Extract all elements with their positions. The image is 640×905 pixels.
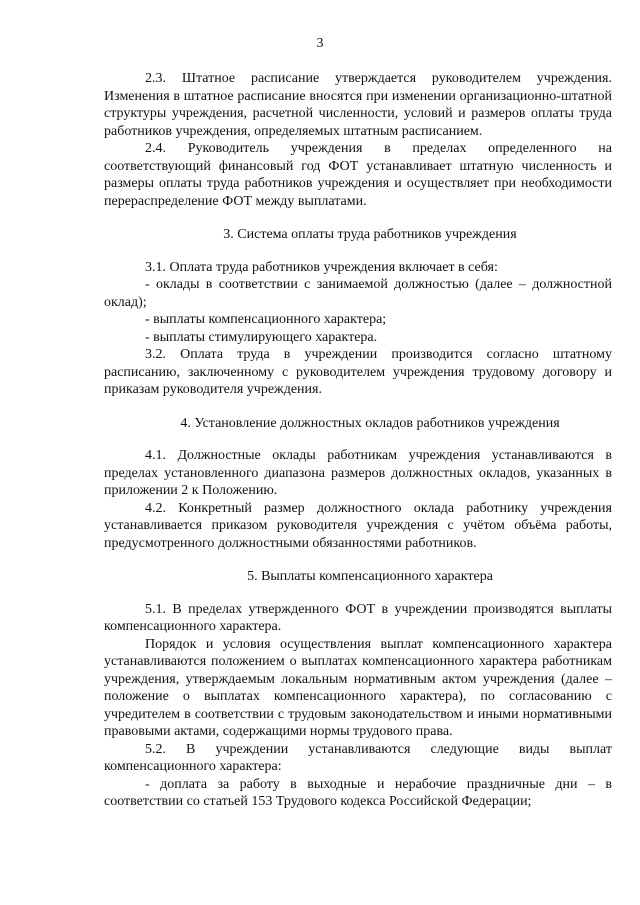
section-heading-5: 5. Выплаты компенсационного характера bbox=[247, 569, 493, 584]
paragraph-5-1-order: Порядок и условия осуществления выплат компенсационного характера устанавливаются положением о выплатах компенсационного характера работникам учреждения, утверждаемым локальным нормативным актом учреждения (далее – положение о выплатах компенсационного характера), по согласованию с учредителем в соответствии с трудовым законодательством и иными нормативными правовыми актами, содержащими нормы трудового права. bbox=[104, 636, 612, 739]
paragraph-3-2: 3.2. Оплата труда в учреждении производится согласно штатному расписанию, заключенному с руководителем учреждения трудовому договору и приказам руководителя учреждения. bbox=[104, 347, 612, 397]
paragraph-4-2: 4.2. Конкретный размер должностного оклада работнику учреждения устанавливается приказом руководителя учреждения с учётом объёма работы, предусмотренного должностными обязанностями работников. bbox=[104, 500, 612, 551]
paragraph-2-4: 2.4. Руководитель учреждения в пределах определенного на соответствующий финансовый год ФОТ устанавливает штатную численность и размеры оплаты труда работников учреждения и осуществляет при необходимости перераспределение ФОТ между выплатами. bbox=[104, 141, 612, 209]
page-number: 3 bbox=[316, 36, 324, 51]
paragraph-5-2: 5.2. В учреждении устанавливаются следующие виды выплат компенсационного характера: bbox=[104, 741, 612, 774]
paragraph-4-1: 4.1. Должностные оклады работникам учреждения устанавливаются в пределах установленного диапазона размеров должностных окладов, указанных в приложении 2 к Положению. bbox=[104, 448, 612, 498]
list-item-compensation: - выплаты компенсационного характера; bbox=[145, 312, 387, 327]
paragraph-5-1: 5.1. В пределах утвержденного ФОТ в учреждении производятся выплаты компенсационного характера. bbox=[104, 601, 612, 634]
section-heading-3: 3. Система оплаты труда работников учреждения bbox=[223, 227, 517, 242]
paragraph-3-1: 3.1. Оплата труда работников учреждения включает в себя: bbox=[145, 259, 498, 275]
list-item-salaries: - оклады в соответствии с занимаемой должностью (далее – должностной оклад); bbox=[104, 277, 612, 310]
section-heading-4: 4. Установление должностных окладов работников учреждения bbox=[180, 415, 560, 431]
list-item-weekend-pay: - доплата за работу в выходные и нерабочие праздничные дни – в соответствии со статьей 153 Трудового кодекса Российской Федерации; bbox=[104, 776, 612, 809]
list-item-incentive: - выплаты стимулирующего характера. bbox=[145, 329, 378, 345]
document-body bbox=[104, 70, 612, 811]
paragraph-2-3: 2.3. Штатное расписание утверждается руководителем учреждения. Изменения в штатное расписание вносятся при изменении организационно-штатной структуры учреждения, расчетной численности, условий и размеров оплаты труда работников учреждения, определяемых штатным расписанием. bbox=[104, 71, 612, 139]
